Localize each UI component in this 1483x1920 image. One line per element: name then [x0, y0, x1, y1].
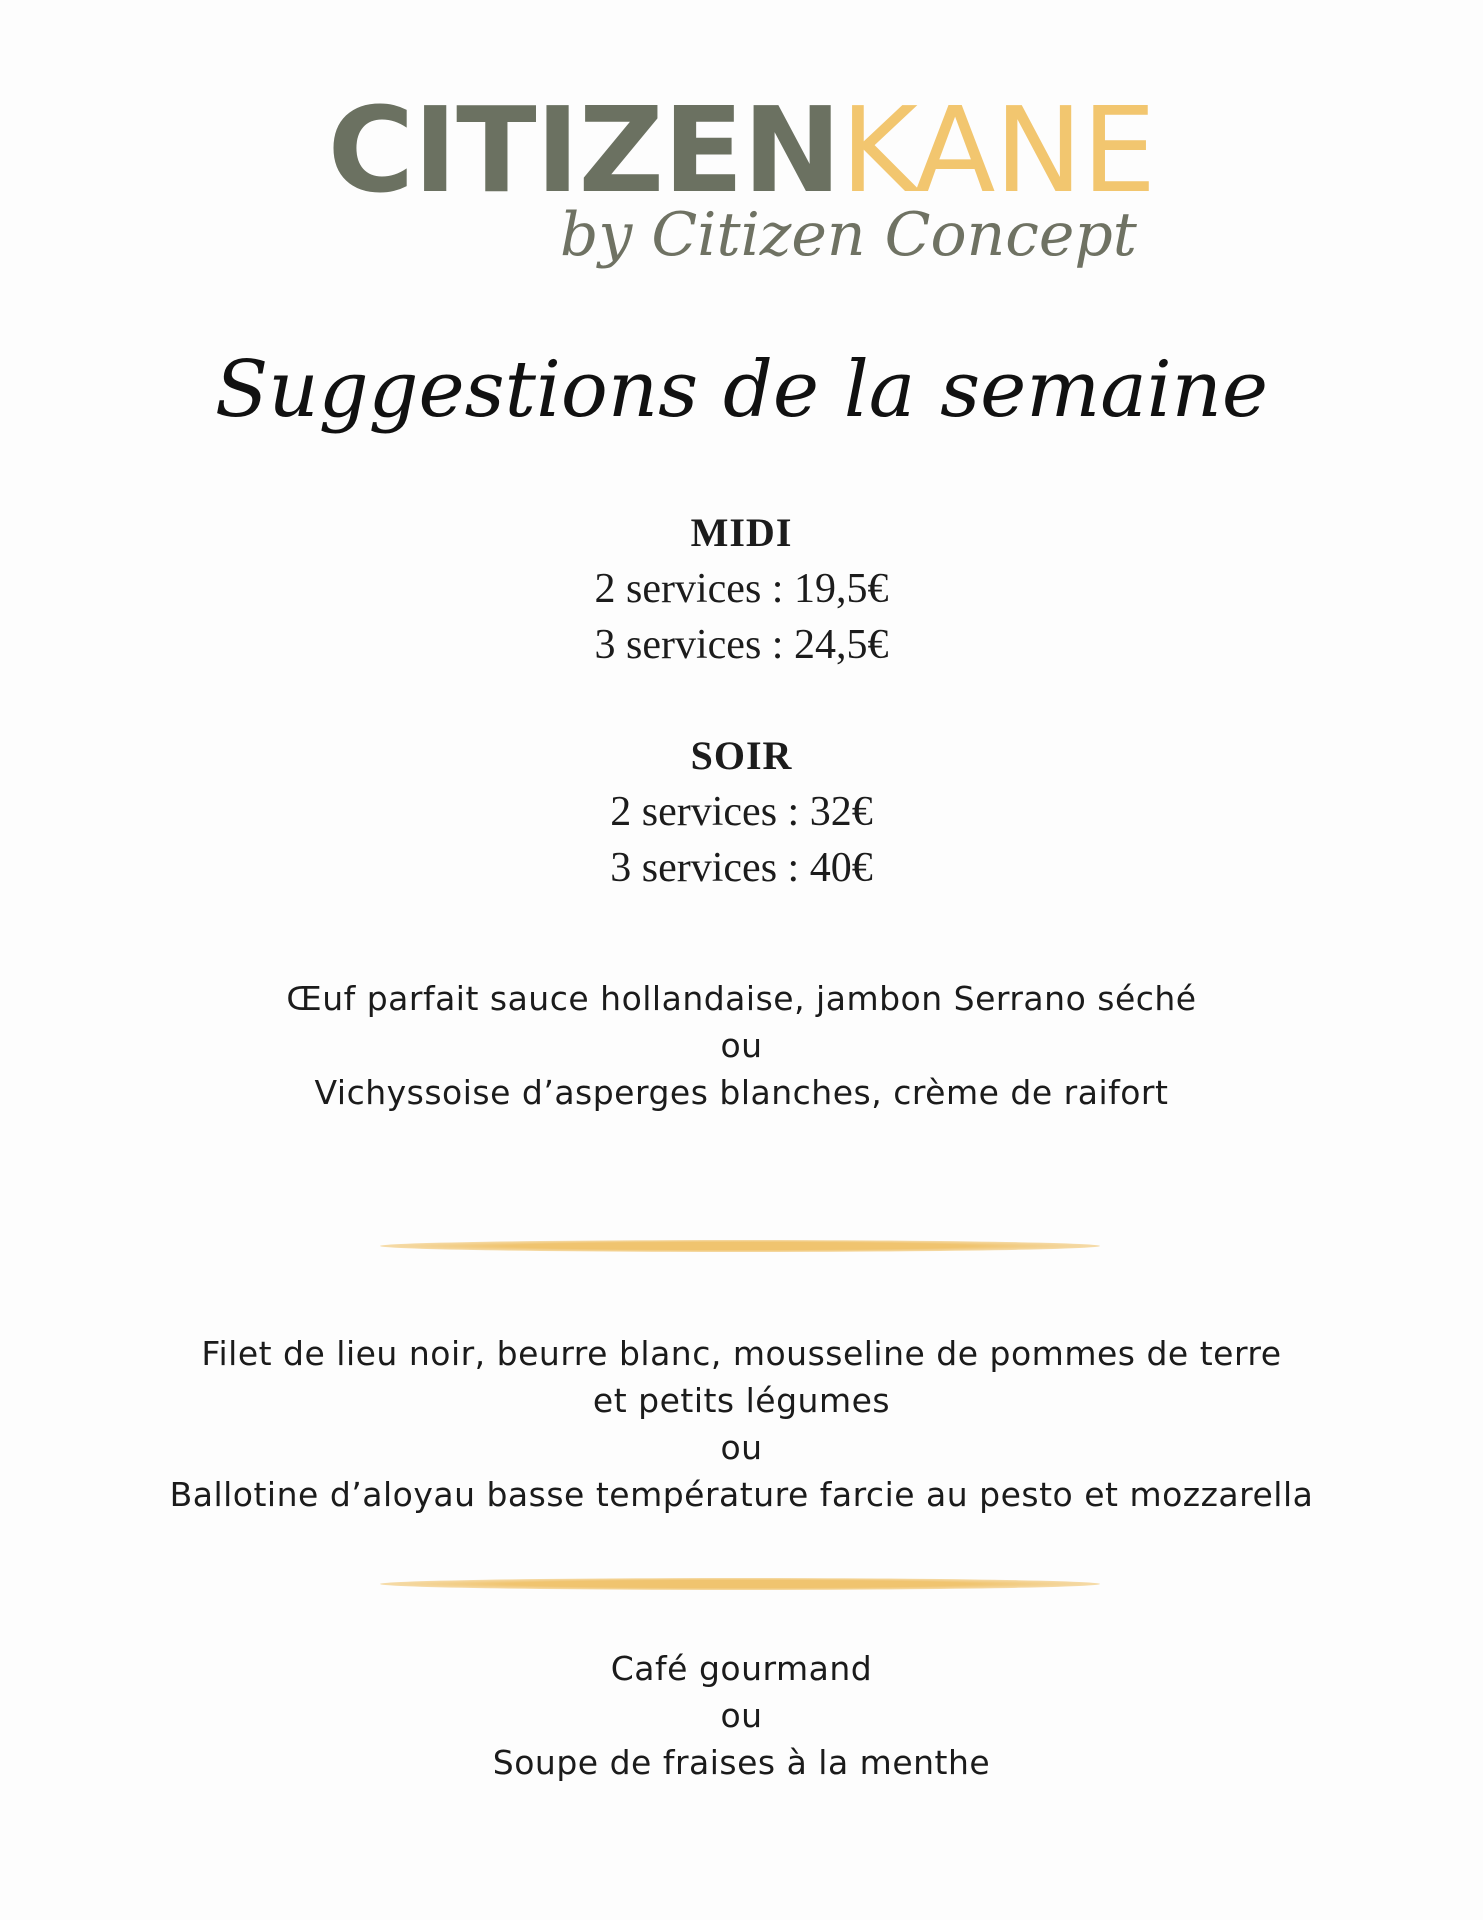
lunch-prices	[0, 505, 1483, 673]
dinner-heading: SOIR	[690, 733, 793, 778]
starters-section	[0, 975, 1483, 1116]
lunch-3-services: 3 services : 24,5€	[594, 622, 889, 668]
logo-kane: KANE	[840, 81, 1156, 219]
main-option-2: Ballotine d’aloyau basse température farcie au pesto et mozzarella	[169, 1475, 1314, 1514]
dessert-separator: ou	[720, 1696, 763, 1735]
dinner-prices	[0, 728, 1483, 896]
dessert-option-2: Soupe de fraises à la menthe	[492, 1743, 991, 1782]
main-option-1-line-1: Filet de lieu noir, beurre blanc, mousseline de pommes de terre	[201, 1334, 1282, 1373]
dessert-option-1: Café gourmand	[610, 1649, 873, 1688]
logo-tagline: by Citizen Concept	[560, 200, 1137, 270]
main-separator: ou	[720, 1428, 763, 1467]
dinner-2-services: 2 services : 32€	[610, 789, 873, 835]
gold-divider-1	[380, 1240, 1100, 1252]
starter-option-1: Œuf parfait sauce hollandaise, jambon Serrano séché	[286, 979, 1197, 1018]
restaurant-logo	[0, 81, 1483, 219]
logo-citizen: CITIZEN	[327, 81, 841, 219]
menu-title: Suggestions de la semaine	[214, 345, 1269, 435]
desserts-section	[0, 1645, 1483, 1786]
gold-divider-2	[380, 1578, 1100, 1590]
mains-section	[0, 1330, 1483, 1518]
dinner-3-services: 3 services : 40€	[610, 845, 873, 891]
lunch-heading: MIDI	[690, 510, 793, 555]
starter-option-2: Vichyssoise d’asperges blanches, crème de raifort	[314, 1073, 1169, 1112]
lunch-2-services: 2 services : 19,5€	[594, 566, 889, 612]
starter-separator: ou	[720, 1026, 763, 1065]
main-option-1-line-2: et petits légumes	[592, 1381, 891, 1420]
